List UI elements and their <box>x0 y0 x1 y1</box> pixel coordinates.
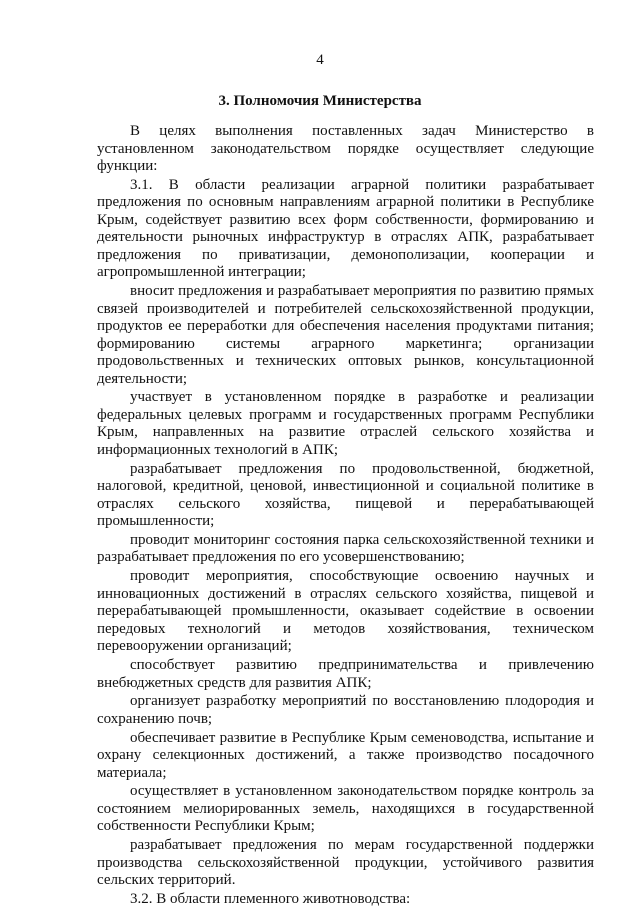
paragraph-soil: организует разработку мероприятий по восстановлению плодородия и сохранению почв; <box>97 693 594 727</box>
document-body <box>97 123 594 910</box>
paragraph-direct-links: вносит предложения и разрабатывает мероприятия по развитию прямых связей производителей и потребителей сельскохозяйственной продукции, продуктов ее переработки для обеспечения населения продуктами питания; формированию системы аграрного маркетинга; организации продовольственных и технических оптовых рынков, консультационной деятельности; <box>97 283 594 387</box>
page-number: 4 <box>316 52 324 68</box>
paragraph-seeds: обеспечивает развитие в Республике Крым семеноводства, испытание и охрану селекционных достижений, а также производство посадочного материала; <box>97 729 594 781</box>
paragraph-policy: разрабатывает предложения по продовольственной, бюджетной, налоговой, кредитной, ценовой, инвестиционной и социальной политике в отраслях сельского хозяйства, пищевой и перерабатывающей промышленности; <box>97 460 594 530</box>
paragraph-support: разрабатывает предложения по мерам государственной поддержки производства сельскохозяйственной продукции, устойчивого развития сельских территорий. <box>97 837 594 889</box>
section-title: 3. Полномочия Министерства <box>218 93 422 109</box>
paragraph-entrepreneurship: способствует развитию предпринимательства и привлечению внебюджетных средств для развития АПК; <box>97 657 594 691</box>
paragraph-land-control: осуществляет в установленном законодательством порядке контроль за состоянием мелиорированных земель, находящихся в государственной собственности Республики Крым; <box>97 783 594 835</box>
paragraph-innovation: проводит мероприятия, способствующие освоению научных и инновационных достижений в отраслях сельского хозяйства, пищевой и перерабатывающей промышленности, оказывает содействие в освоении передовых технологий и методов хозяйствования, техническом перевооружении организаций; <box>97 568 594 655</box>
paragraph-3-2: 3.2. В области племенного животноводства: <box>130 891 411 908</box>
paragraph-machinery: проводит мониторинг состояния парка сельскохозяйственной техники и разрабатывает предложения по его усовершенствованию; <box>97 531 594 566</box>
paragraph-programs: участвует в установленном порядке в разработке и реализации федеральных целевых программ и государственных программ Республики Крым, направленных на развитие отраслей сельского хозяйства и информационных технологий в АПК; <box>97 389 594 458</box>
paragraph-intro: В целях выполнения поставленных задач Министерство в установленном законодательством порядке осуществляет следующие функции: <box>97 123 594 174</box>
paragraph-3-1: 3.1. В области реализации аграрной политики разрабатывает предложения по основным направлениям аграрной политики в Республике Крым, содействует развитию всех форм собственности, формированию и деятельности рыночных инфраструктур в отраслях АПК, разрабатывает предложения по приватизации, демонополизации, кооперации и агропромышленной интеграции; <box>97 176 594 281</box>
